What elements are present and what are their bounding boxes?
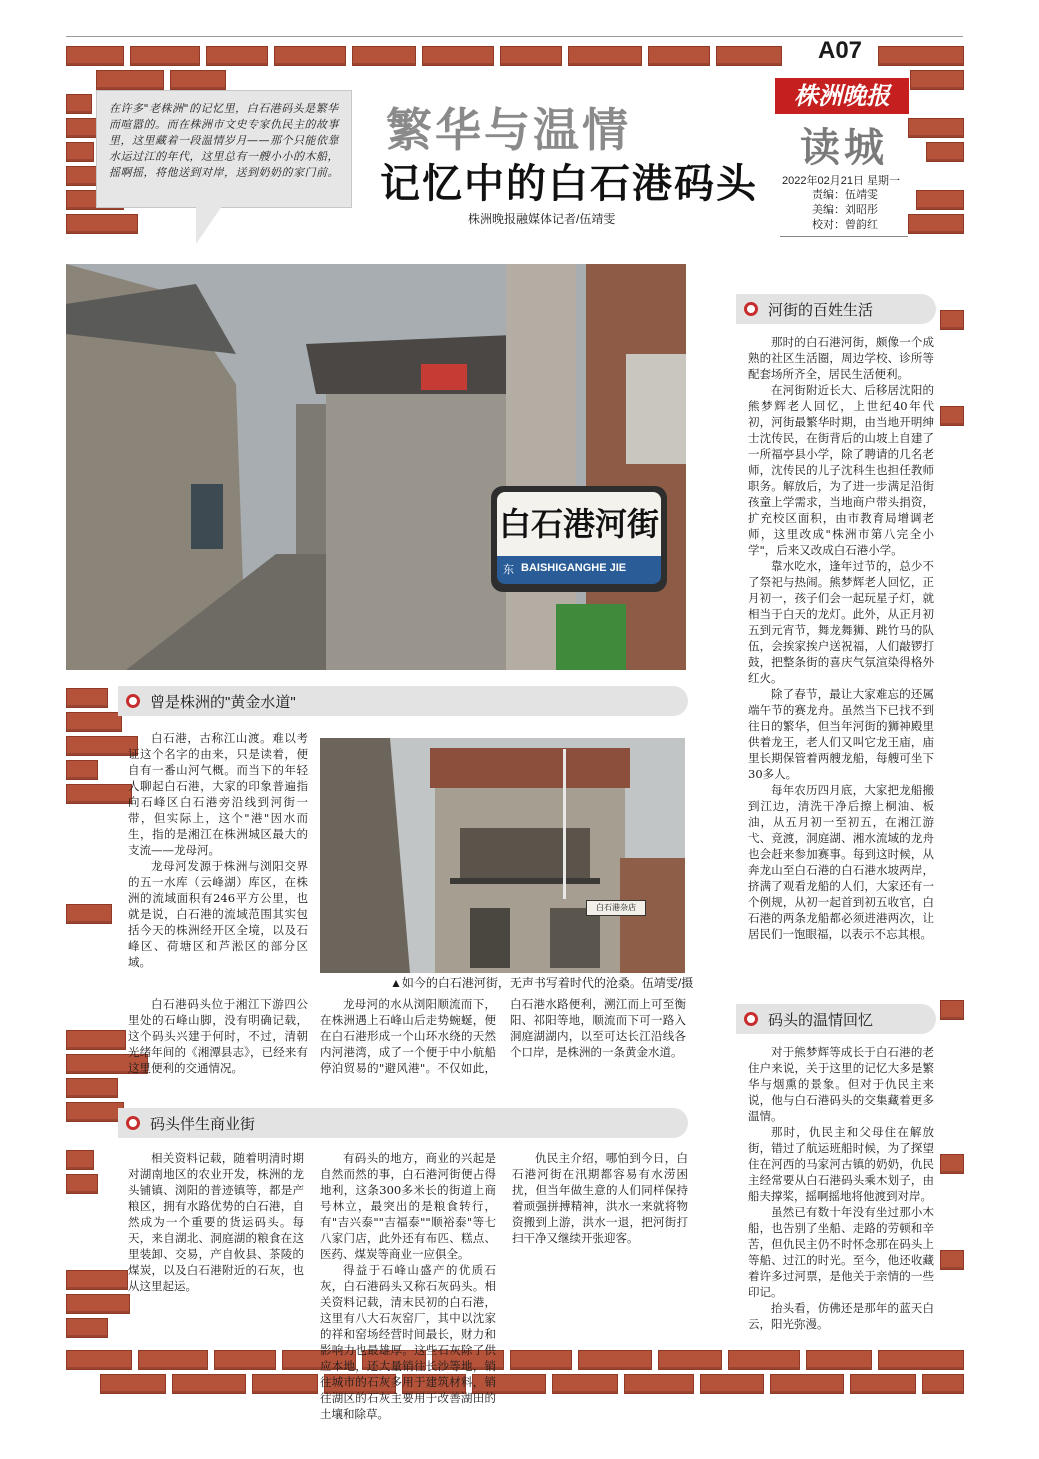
photo-caption: ▲如今的白石港河街，无声书写着时代的沧桑。伍靖雯/摄 <box>390 976 694 990</box>
intro-bubble <box>96 90 352 208</box>
paragraph: 除了春节，最让大家难忘的还属端午节的赛龙舟。虽然当下已找不到往日的繁华，但当年河街的狮神殿里供着龙王，老人们又叫它龙王庙，庙里长期保管着两艘龙船，每艘可坐下30多人。 <box>748 687 934 781</box>
street-sign <box>491 486 667 592</box>
paragraph: 龙母河发源于株洲与浏阳交界的五一水库（云峰湖）库区，在株洲的流域面积有246平方公里，也就是说，白石港的流域范围其实包括今天的株洲经开区全境，以及石峰区、荷塘区和芦淞区的部分区域。 <box>128 859 308 969</box>
paragraph: 得益于石峰山盛产的优质石灰，白石港码头又称石灰码头。相关资料记载，清末民初的白石港，这里有八大石灰窑厂，其中以沈家的祥和窑场经营时间最长，财力和影响力也最雄厚。这些石灰除了供应本地，还大量销往长沙等地，销往城市的石灰多用于建筑材料，销往湖区的石灰主要用于改善湖田的土壤和除草。 <box>320 1263 496 1421</box>
shop-sign: 白石港杂店 <box>586 900 646 916</box>
section-bullet-icon <box>126 694 140 708</box>
newspaper-logo: 株洲晚报 <box>775 78 909 114</box>
paragraph: 有码头的地方，商业的兴起是自然而然的事，白石港河街便占得地利，这条300多米长的街道上商号林立，最突出的是粮食转行，有"吉兴泰""吉福泰""顺裕泰"等七八家门店，此外还有布匹、糕点、医药、煤炭等商业一应俱全。 <box>320 1151 496 1261</box>
paragraph: 虽然已有数十年没有坐过那小木船，也告别了坐船、走路的劳顿和辛苦，但仇民主仍不时怀念那在码头上等船、过江的时光。至今，他还收藏着许多过河票，是他关于亲情的一些印记。 <box>748 1205 934 1299</box>
section-header-street-life <box>736 294 936 324</box>
paragraph: 仇民主介绍，哪怕到今日，白石港河街在汛期都容易有水涝困扰，但当年做生意的人们同样保持着顽强拼搏精神，洪水一来就将物资搬到上游，洪水一退，把河街打扫干净又继续开张迎客。 <box>512 1151 688 1245</box>
secondary-photo <box>320 738 685 973</box>
section-bullet-icon <box>744 1012 758 1026</box>
section-bullet-icon <box>126 1116 140 1130</box>
section2-column2 <box>320 1150 496 1421</box>
credit-divider <box>780 236 908 237</box>
paragraph: 抬头看，仿佛还是那年的蓝天白云，阳光弥漫。 <box>748 1301 934 1331</box>
section-title-2: 码头伴生商业街 <box>150 1115 256 1133</box>
section4-column <box>748 1044 934 1340</box>
section-header-warm-memories <box>736 1004 936 1034</box>
old-house-illustration <box>320 738 685 973</box>
paragraph: 白石港码头位于湘江下游四公里处的石峰山脚，没有明确记载，这个码头兴建于何时，不过，清朝光绪年间的《湘潭县志》，已经来有这里便利的交通情况。 <box>128 997 308 1075</box>
paragraph: 那时，仇民主和父母住在解放街，错过了航运班船时候，为了探望住在河西的马家河古镇的奶奶，仇民主经常要从白石港码头乘木划子，由船夫撑桨，摇啊摇地将他渡到对岸。 <box>748 1125 934 1203</box>
section-header-golden-waterway <box>118 686 688 716</box>
paragraph: 相关资料记载，随着明清时期对湖南地区的农业开发，株洲的龙头铺镇、浏阳的普迹镇等，都是产粮区，拥有水路优势的白石港，自然成为一个重要的货运码头。每天，来自湖北、洞庭湖的粮食在这里装卸、交易，产自攸县、茶陵的煤炭，以及白石港附近的石灰，也从这里起运。 <box>128 1151 304 1293</box>
headline: 繁华与温情 <box>386 103 631 157</box>
section2-column1 <box>128 1150 304 1340</box>
page-number: A07 <box>818 37 863 64</box>
subheadline: 记忆中的白石港码头 <box>380 160 758 207</box>
section-title-4: 码头的温情回忆 <box>768 1011 874 1029</box>
section3-column <box>748 334 934 974</box>
intro-bubble-tail <box>196 206 222 244</box>
section1-columns-2-3 <box>320 996 686 1078</box>
paragraph: 那时的白石港河街，颇像一个成熟的社区生活圈，周边学校、诊所等配套场所齐全，居民生活便利。 <box>748 335 934 381</box>
section1-column1 <box>128 730 308 975</box>
paragraph: 白石港，古称江山渡。难以考证这个名字的由来，只是读着，便自有一番山河气概。而当下的年轻人聊起白石港，大家的印象普遍指向石峰区白石港旁沿线到河街一带，但实际上，这个"港"因水而生，指的是湘江在株洲城区最大的支流——龙母河。 <box>128 731 308 857</box>
section-bullet-icon <box>744 302 758 316</box>
paragraph: 对于熊梦辉等成长于白石港的老住户来说，关于这里的记忆大多是繁华与烟熏的景象。但对于仇民主来说，他与白石港码头的交集藏着更多温情。 <box>748 1045 934 1123</box>
section-title-3: 河街的百姓生活 <box>768 301 874 319</box>
street-sign-chinese: 白石港河街 <box>497 492 661 556</box>
byline: 株洲晚报融媒体记者/伍靖雯 <box>468 212 616 226</box>
editor-credit: 责编：伍靖雯 <box>812 189 878 201</box>
proofreader-credit: 校对：曾韵红 <box>812 219 878 231</box>
intro-text: 在许多"老株洲"的记忆里，白石港码头是繁华而喧嚣的。而在株洲市文史专家仇民主的故事里，这里藏着一段温情岁月——那个只能依靠水运过江的年代，这里总有一艘小小的木船，摇啊摇，将他送到对岸，送到奶奶的家门前。 <box>109 102 339 179</box>
street-sign-direction: 东 <box>503 564 514 576</box>
paragraph: 在河街附近长大、后移居沈阳的熊梦辉老人回忆，上世纪40年代初，河街最繁华时期，由当地开明绅士沈传民，在街背后的山坡上自建了一所福亭县小学，除了聘请的几名老师，沈传民的儿子沈科生也担任教师职务。解放后，为了进一步满足沿街孩童上学需求，当地商户带头捐资，扩充校区面积，由市教育局增调老师，这里改成"株洲市第八完全小学"，后来又改成白石港小学。 <box>748 383 934 557</box>
paragraph: 每年农历四月底，大家把龙船搬到江边，清洗干净后擦上桐油、板油，从五月初一至初五，在湘江游弋、竞渡，洞庭湖、湘水流域的龙舟也会赶来参加赛事。每到这时候，从奔龙山至白石港的白石港水坡两岸，挤满了观看龙船的人们，大家还有一个例规，从初一起首到初五收官，白石港的两条龙船都必须进港两次，让居民们一饱眼福，以表示不忘其根。 <box>748 783 934 941</box>
section-header-commercial-street <box>118 1108 688 1138</box>
issue-date: 2022年02月21日 星期一 <box>782 175 900 187</box>
section1-column1-bottom <box>128 996 308 1076</box>
paragraph: 靠水吃水，逢年过节的，总少不了祭祀与热闹。熊梦辉老人回忆，正月初一，孩子们会一起玩星子灯，就相当于白天的龙灯。此外，从正月初五到元宵节，舞龙舞狮、跳竹马的队伍，会挨家挨户送祝福，人们敲锣打鼓，把整条街的喜庆气氛渲染得格外红火。 <box>748 559 934 685</box>
designer-credit: 美编：刘昭彤 <box>812 204 878 216</box>
street-sign-pinyin: BAISHIGANGHE JIE <box>521 562 627 574</box>
paragraph: 龙母河的水从浏阳顺流而下，在株洲遇上石峰山后走势蜿蜒，便在白石港形成一个山环水绕的天然内河港湾，成了一个便于中小航船停泊贸易的"避风港"。不仅如此，白石港水路便利，溯江而上可至衡阳、祁阳等地，顺流而下可一路入洞庭湖湖内，以至可达长江沿线各个口岸，是株洲的一条黄金水道。 <box>320 997 686 1075</box>
street-sign-band <box>497 556 661 584</box>
section2-column3 <box>512 1150 688 1340</box>
main-photo <box>66 264 686 670</box>
street-scene-illustration <box>66 264 686 670</box>
section-title: 读城 <box>800 124 888 171</box>
section-title-1: 曾是株洲的"黄金水道" <box>150 693 296 711</box>
